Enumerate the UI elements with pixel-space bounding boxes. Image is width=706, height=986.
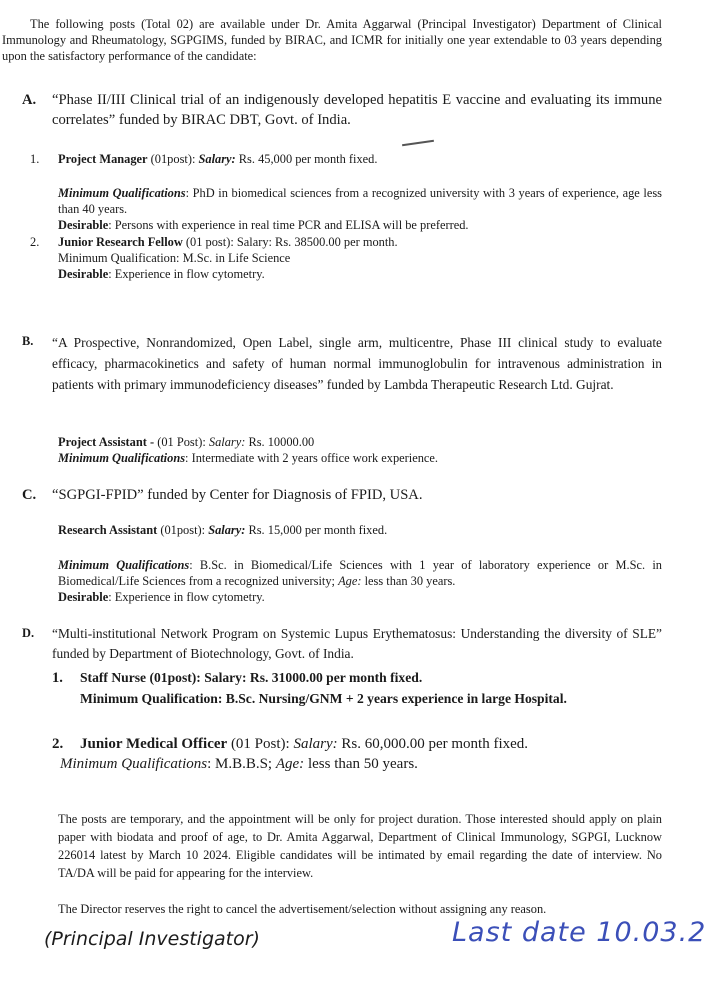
minq-text: : PhD in biomedical sciences from a recognized university with 3 years of experience, age less than 40 years.	[58, 186, 662, 216]
post-count: (01 Post):	[157, 435, 209, 449]
section-a-post1-desirable	[58, 217, 662, 233]
section-d-post2-heading	[80, 734, 670, 754]
minq-text: : B.Sc. in Biomedical/Life Sciences with 1 year of laboratory experience or M.Sc. in Biomedical/Life Sciences from a recognized university;	[58, 558, 662, 588]
salary-label: Salary:	[208, 523, 246, 537]
salary-label: Salary:	[293, 736, 338, 752]
section-b-post-heading	[58, 434, 662, 450]
section-a-title: “Phase II/III Clinical trial of an indigenously developed hepatitis E vaccine and evaluating its immune correlates” funded by BIRAC DBT, Govt. of India.	[52, 92, 662, 128]
section-a-post1-heading	[58, 151, 662, 167]
desirable-label: Desirable	[58, 218, 109, 232]
section-c-post-qualifications	[58, 557, 662, 589]
age-value: less than 30 years.	[361, 574, 456, 588]
section-a-post2-number: 2.	[30, 235, 40, 249]
desirable-text: : Experience in flow cytometry.	[108, 590, 265, 604]
section-a-marker: A.	[22, 92, 37, 108]
post-count: (01 Post):	[227, 736, 294, 752]
post-title: Project Manager	[58, 152, 148, 166]
section-d-post2-number: 2.	[52, 736, 64, 752]
desirable-text: : Experience in flow cytometry.	[108, 267, 265, 281]
handwritten-last-date: Last date 10.03.2	[452, 917, 706, 948]
section-a-post2-qualifications: Minimum Qualification: M.Sc. in Life Science	[58, 251, 291, 265]
minq-label: Minimum Qualifications	[58, 186, 186, 200]
minq-text: : M.B.B.S;	[207, 756, 276, 772]
post-title: Project Assistant -	[58, 435, 158, 449]
section-a-post1-qualifications	[58, 185, 662, 217]
salary-value: Rs. 10000.00	[245, 435, 315, 449]
section-d-post1-heading: Staff Nurse (01post): Salary: Rs. 31000.00 per month fixed.	[80, 670, 423, 685]
age-label: Age:	[338, 574, 362, 588]
section-c-post-desirable	[58, 589, 662, 605]
section-a-post1-number: 1.	[30, 152, 40, 166]
post-title: Junior Medical Officer	[80, 736, 228, 752]
section-b-title: “A Prospective, Nonrandomized, Open Label, single arm, multicentre, Phase III clinical study to evaluate efficacy, pharmacokinetics and safety of human normal immunoglobulin for intravenous administration in patients with primary immunodeficiency diseases” funded by Lambda Therapeutic Research Ltd. Gujrat.	[52, 335, 662, 392]
pen-mark	[402, 140, 434, 146]
age-label: Age:	[275, 756, 305, 772]
section-a-post2-desirable	[58, 266, 662, 282]
age-value: less than 50 years.	[304, 756, 418, 772]
section-b-marker: B.	[22, 334, 34, 348]
section-a-post2-heading	[58, 234, 662, 250]
section-d-post2-qualifications	[60, 754, 670, 774]
section-c-marker: C.	[22, 487, 37, 503]
intro-paragraph	[2, 16, 662, 64]
salary-value: Rs. 15,000 per month fixed.	[245, 523, 388, 537]
director-note: The Director reserves the right to cancel the advertisement/selection without assigning any reason.	[58, 902, 547, 916]
minq-text: : Intermediate with 2 years office work experience.	[185, 451, 439, 465]
salary-value: Rs. 45,000 per month fixed.	[235, 152, 378, 166]
post-title: Junior Research Fellow	[58, 235, 183, 249]
closing-paragraph: The posts are temporary, and the appointment will be only for project duration. Those interested should apply on plain paper with biodata and proof of age, to Dr. Amita Aggarwal, Department of Clinical Immunology, SGPGI, Lucknow 226014 latest by March 10 2024. Eligible candidates will be intimated by email regarding the date of interview. No TA/DA will be paid for appearing for the interview.	[58, 812, 662, 880]
post-details: (01 post): Salary: Rs. 38500.00 per month.	[182, 235, 398, 249]
section-c-title: “SGPGI-FPID” funded by Center for Diagnosis of FPID, USA.	[52, 487, 423, 503]
post-title: Research Assistant	[58, 523, 158, 537]
handwritten-signature: (Principal Investigator)	[44, 928, 260, 950]
salary-value: Rs. 60,000.00 per month fixed.	[337, 736, 529, 752]
section-d-marker: D.	[22, 626, 35, 640]
section-c-post-heading	[58, 522, 662, 538]
salary-label: Salary:	[208, 435, 246, 449]
minq-label: Minimum Qualifications	[58, 558, 190, 572]
desirable-label: Desirable	[58, 590, 109, 604]
desirable-label: Desirable	[58, 267, 109, 281]
post-count: (01post):	[157, 523, 209, 537]
intro-text: The following posts (Total 02) are available under Dr. Amita Aggarwal (Principal Investigator) Department of Clinical Immunology and Rheumatology, SGPGIMS, funded by BIRAC, and ICMR for initially one year extendable to 03 years depending upon the satisfactory performance of the candidate:	[2, 17, 662, 63]
section-d-post1-qualifications: Minimum Qualification: B.Sc. Nursing/GNM + 2 years experience in large Hospital.	[80, 691, 567, 706]
post-count: (01post):	[147, 152, 199, 166]
minq-label: Minimum Qualifications	[58, 451, 186, 465]
section-d-title: “Multi-institutional Network Program on Systemic Lupus Erythematosus: Understanding the diversity of SLE” funded by Department of Biotechnology, Govt. of India.	[52, 626, 662, 661]
section-b-post-qualifications	[58, 450, 662, 466]
minq-label: Minimum Qualifications	[60, 756, 208, 772]
salary-label: Salary:	[198, 152, 236, 166]
section-d-post1-number: 1.	[52, 670, 63, 686]
desirable-text: : Persons with experience in real time PCR and ELISA will be preferred.	[108, 218, 469, 232]
